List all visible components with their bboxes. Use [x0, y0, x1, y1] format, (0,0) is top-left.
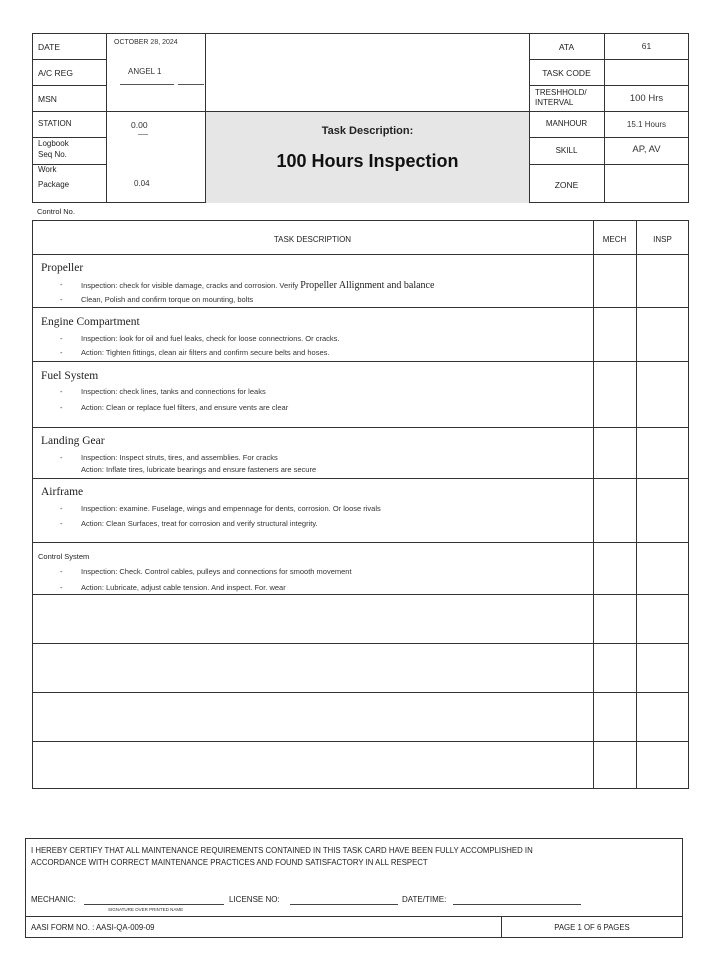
date-value: OCTOBER 28, 2024: [114, 39, 178, 46]
list-item: Action: Clean Surfaces, treat for corrosion and verify structural integrity.: [81, 519, 318, 528]
skill-value: AP, AV: [632, 144, 661, 155]
certify-text-line2: ACCORDANCE WITH CORRECT MAINTENANCE PRACTICES AND FOUND SATISFACTORY IN ALL RESPECT: [31, 858, 428, 867]
acreg-label: A/C REG: [38, 68, 73, 78]
list-item: Action: Clean or replace fuel filters, and ensure vents are clear: [81, 403, 289, 412]
column-header-mech: MECH: [602, 235, 627, 244]
manhour-value: 15.1 Hours: [626, 120, 667, 129]
list-item: Inspection: check for visible damage, cracks and corrosion. Verify Propeller Allignment and balance: [81, 280, 435, 291]
work-package-label-line1: Work: [38, 165, 57, 174]
date-label: DATE: [38, 42, 61, 52]
zone-label: ZONE: [554, 180, 579, 190]
section-title: Engine Compartment: [41, 316, 140, 328]
task-description-label: Task Description:: [321, 125, 414, 137]
acreg-value: ANGEL 1: [128, 67, 162, 76]
list-item: Inspection: look for oil and fuel leaks, check for loose connectrions. Or cracks.: [81, 334, 340, 343]
list-item: Action: Tighten fittings, clean air filters and confirm secure belts and hoses.: [81, 348, 330, 357]
section-title: Airframe: [41, 486, 84, 498]
list-item: Inspection: Check. Control cables, pulleys and connections for smooth movement: [81, 567, 352, 576]
threshold-label-line1: TRESHHOLD/: [535, 88, 587, 97]
list-item: Clean, Polish and confirm torque on mounting, bolts: [81, 295, 254, 304]
work-package-label-line2: Package: [38, 180, 70, 189]
list-item: Inspection: Inspect struts, tires, and assemblies. For cracks: [81, 453, 278, 462]
list-item: Action: Inflate tires, lubricate bearings and ensure fasteners are secure: [81, 465, 317, 474]
skill-label: SKILL: [555, 146, 578, 155]
work-package-value: 0.04: [134, 179, 150, 188]
list-item: Inspection: check lines, tanks and connections for leaks: [81, 387, 266, 396]
ata-label: ATA: [558, 42, 575, 52]
section-title: Propeller: [41, 262, 84, 274]
column-header-task-description: TASK DESCRIPTION: [273, 235, 352, 244]
station-label: STATION: [38, 119, 72, 128]
section-title: Fuel System: [41, 370, 99, 382]
datetime-label: DATE/TIME:: [402, 895, 447, 904]
section-title: Landing Gear: [41, 435, 105, 447]
threshold-label-line2: INTERVAL: [535, 98, 574, 107]
section-title: Control System: [38, 552, 90, 561]
list-item: Action: Lubricate, adjust cable tension. And inspect. For. wear: [81, 583, 286, 592]
threshold-value: 100 Hrs: [629, 93, 664, 104]
msn-label: MSN: [38, 94, 57, 104]
column-header-insp: INSP: [653, 235, 672, 244]
station-value: 0.00: [131, 120, 148, 130]
task-description-title: 100 Hours Inspection: [276, 151, 459, 171]
license-label: LICENSE NO:: [229, 895, 280, 904]
page-info: PAGE 1 OF 6 PAGES: [554, 923, 630, 932]
manhour-label: MANHOUR: [545, 119, 588, 128]
form-number: AASI FORM NO. : AASI-QA-009-09: [31, 923, 155, 932]
logbook-label-line1: Logbook: [38, 139, 69, 148]
certify-text-line1: I HEREBY CERTIFY THAT ALL MAINTENANCE REQUIREMENTS CONTAINED IN THIS TASK CARD HAVE BEEN FULLY ACCOMPLISHED IN: [31, 846, 533, 855]
ata-value: 61: [641, 41, 652, 51]
mechanic-label: MECHANIC:: [31, 895, 76, 904]
logbook-label-line2: Seq No.: [38, 150, 67, 159]
signature-note: SIGNATURE OVER PRINTED NAME: [108, 907, 184, 912]
control-no-label: Control No.: [37, 207, 75, 216]
list-item: Inspection: examine. Fuselage, wings and empennage for dents, corrosion. Or loose rivals: [81, 504, 381, 513]
task-code-label: TASK CODE: [542, 68, 591, 78]
